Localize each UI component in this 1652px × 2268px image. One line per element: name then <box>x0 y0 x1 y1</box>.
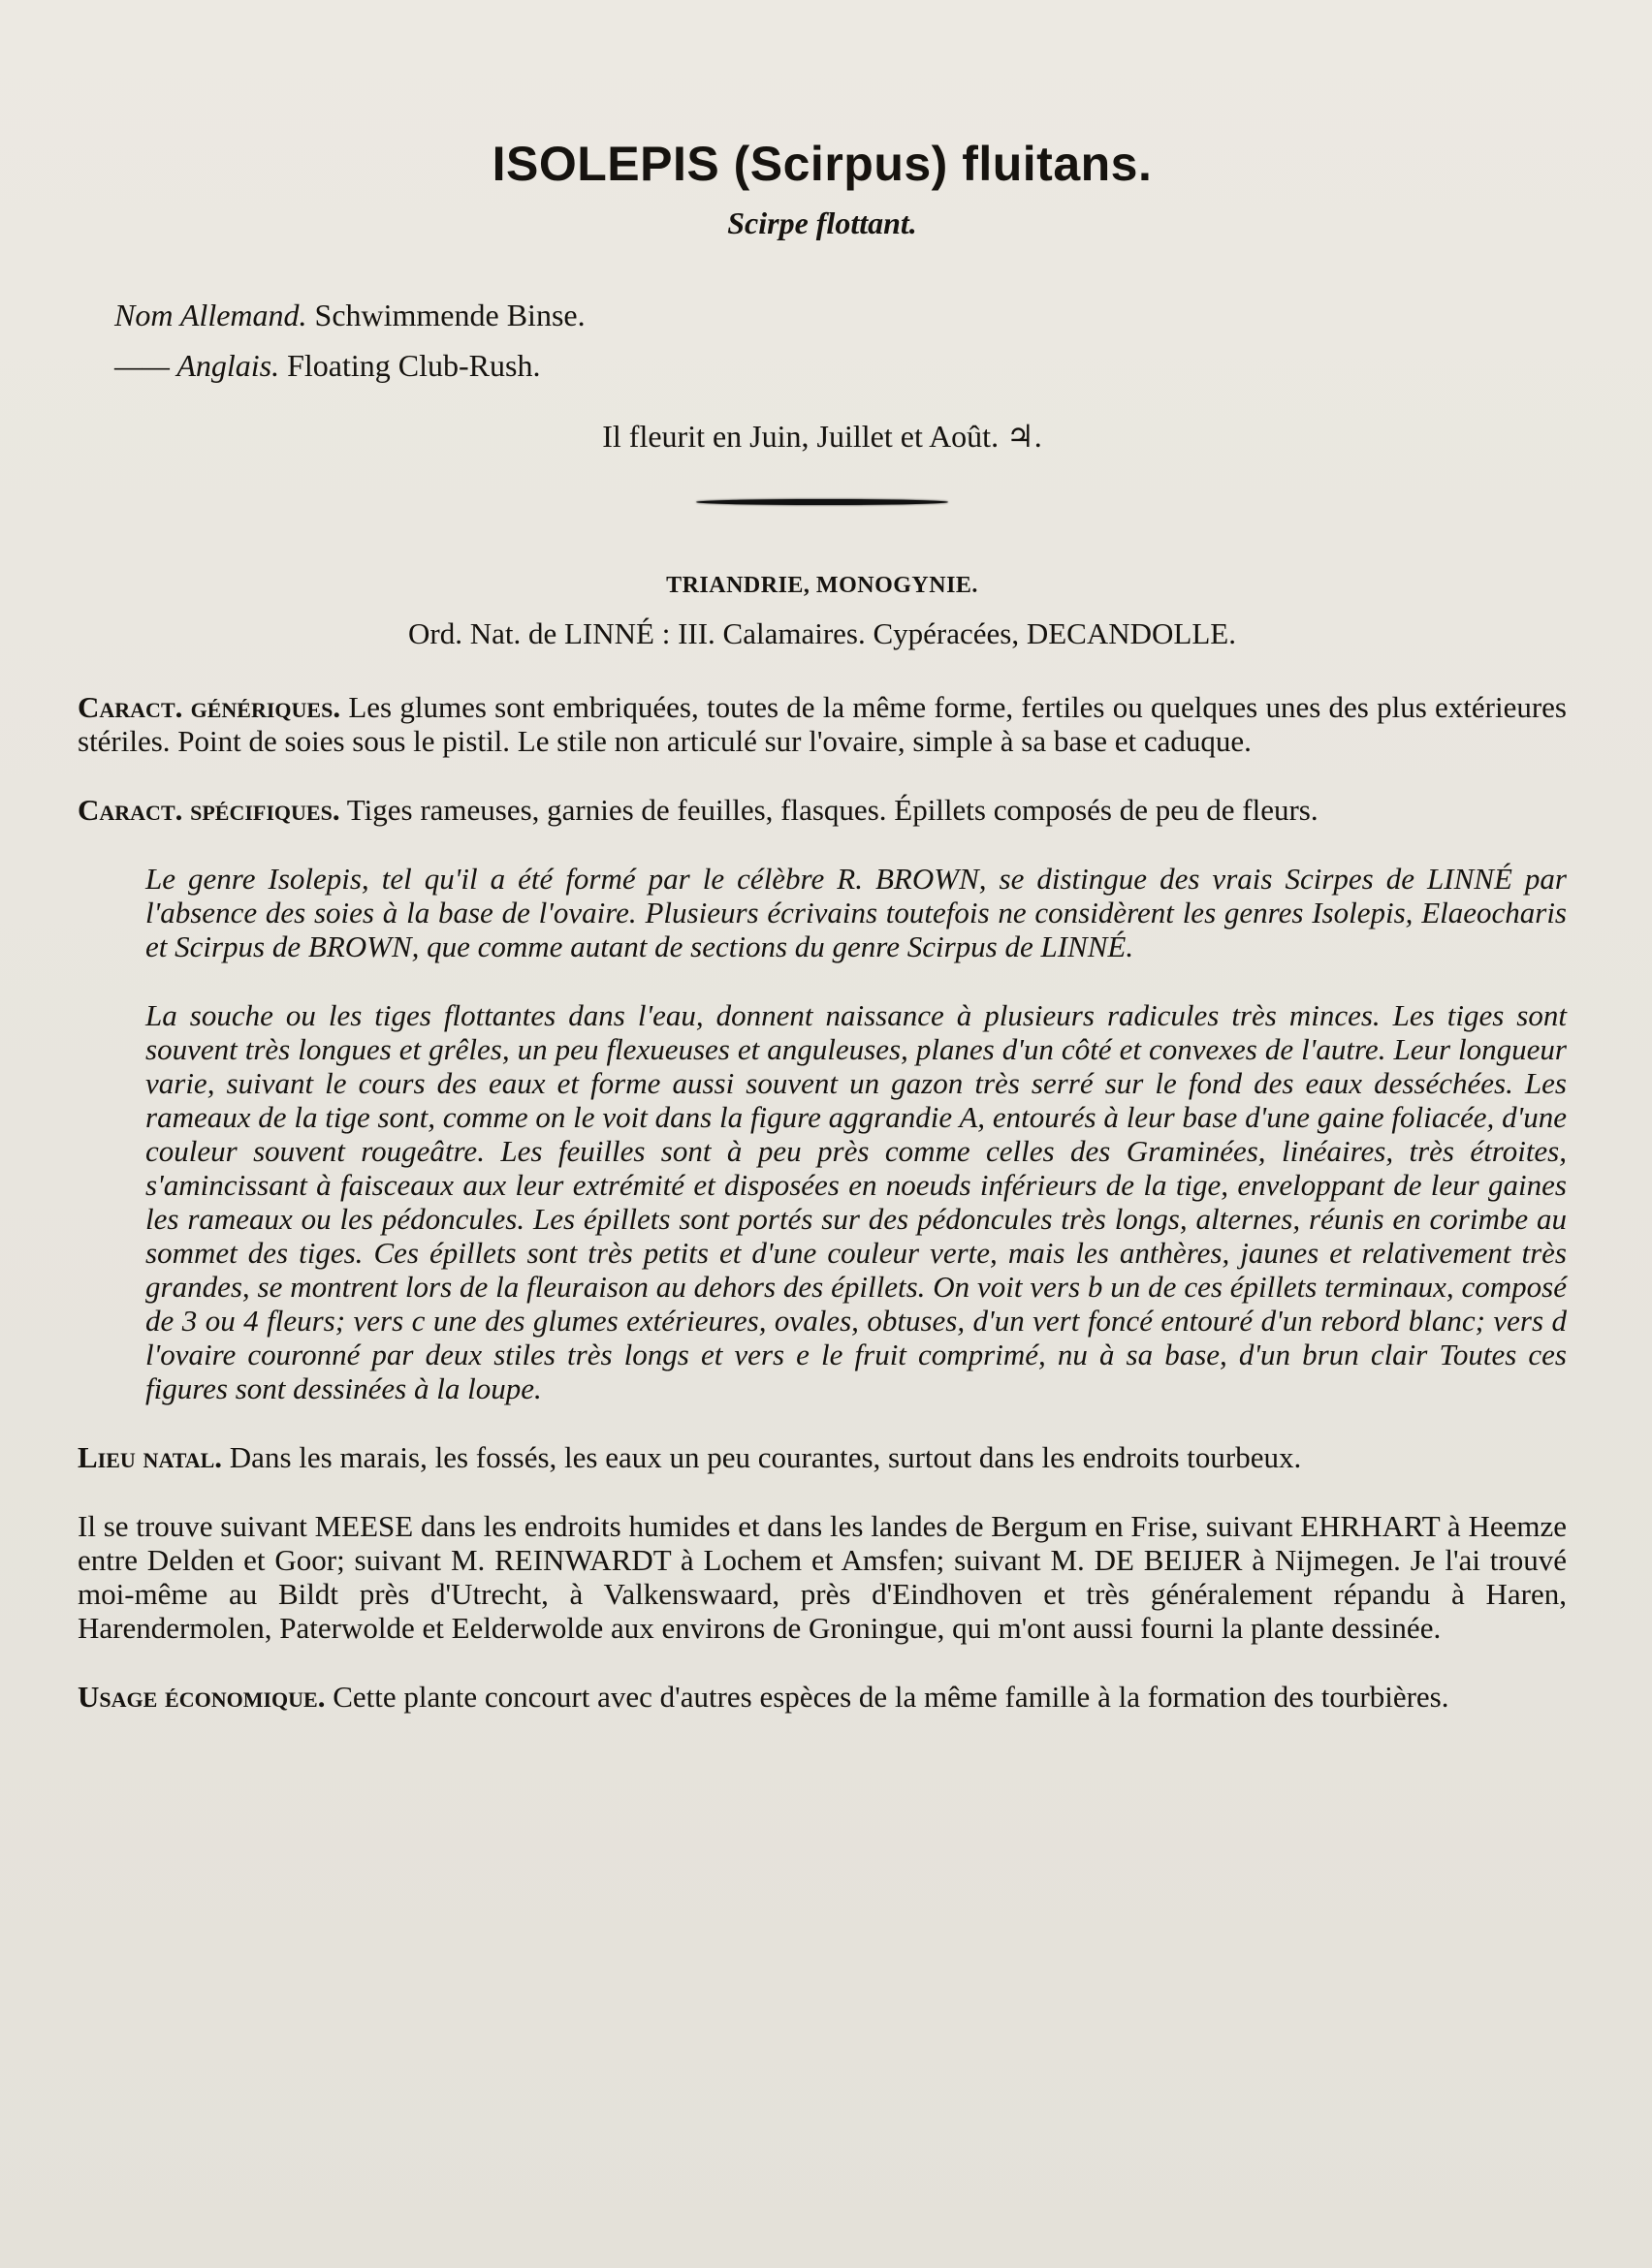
page-title: ISOLEPIS (Scirpus) fluitans. <box>492 137 1153 191</box>
specific-characters <box>78 793 1567 827</box>
section-text: Tiges rameuses, garnies de feuilles, flasques. Épillets composés de peu de fleurs. <box>346 793 1318 827</box>
genus-note: Le genre Isolepis, tel qu'il a été formé par le célèbre R. BROWN, se distingue des vrais Scirpes de LINNÉ par l'absence des soies à la base de l'ovaire. Plusieurs écrivains toutefois ne considèrent les genres Isolepis, Elaeocharis et Scirpus de BROWN, que comme autant de sections du genre Scirpus de LINNÉ. <box>145 862 1567 963</box>
divider <box>696 499 948 505</box>
locations: Il se trouve suivant MEESE dans les endroits humides et dans les landes de Bergum en Frise, suivant EHRHART à Heemze entre Delden et Goor; suivant M. REINWARDT à Lochem et Amsfen; suivant M. DE BEIJER à Nijmegen. Je l'ai trouvé moi-même au Bildt près d'Utrecht, à Valkenswaard, près d'Eindhoven et très généralement répandu à Haren, Harendermolen, Paterwolde et Eelderwolde aux environs de Groningue, qui m'ont aussi fourni la plante dessinée. <box>78 1509 1567 1645</box>
natural-order: Ord. Nat. de LINNÉ : III. Calamaires. Cypéracées, DECANDOLLE. <box>408 616 1236 650</box>
economic-usage <box>78 1680 1567 1714</box>
name-lang: Nom Allemand. <box>114 298 307 332</box>
linnaean-class: TRIANDRIE, MONOGYNIE. <box>666 573 978 598</box>
habitat <box>78 1440 1567 1474</box>
name-german <box>114 290 1567 340</box>
section-lead: Lieu natal. <box>78 1440 223 1474</box>
generic-characters <box>78 690 1567 758</box>
name-lang: —— Anglais. <box>114 348 280 383</box>
common-names <box>114 290 1567 391</box>
section-text: Dans les marais, les fossés, les eaux un peu courantes, surtout dans les endroits tourbeux. <box>229 1440 1302 1474</box>
section-text: Les glumes sont embriquées, toutes de la même forme, fertiles ou quelques unes des plus extérieures stériles. Point de soies sous le pistil. Le stile non articulé sur l'ovaire, simple à sa base et caduque. <box>78 690 1567 758</box>
section-text: Cette plante concourt avec d'autres espèces de la même famille à la formation des tourbières. <box>333 1680 1449 1714</box>
section-lead: Usage économique. <box>78 1680 326 1714</box>
description: La souche ou les tiges flottantes dans l'eau, donnent naissance à plusieurs radicules très minces. Les tiges sont souvent très longues et grêles, un peu flexueuses et anguleuses, planes d'un côté et convexes de l'autre. Leur longueur varie, suivant le cours des eaux et forme aussi souvent un gazon très serré sur le fond des eaux desséchées. Les rameaux de la tige sont, comme on le voit dans la figure aggrandie A, entourés à leur base d'une gaine foliacée, d'une couleur souvent rougeâtre. Les feuilles sont à peu près comme celles des Graminées, linéaires, très étroites, s'amincissant à faisceaux aux leur extrémité et disposées en noeuds inférieurs de la tige, enveloppant de leur gaines les rameaux ou les pédoncules. Les épillets sont portés sur des pédoncules très longs, alternes, réunis en corimbe au sommet des tiges. Ces épillets sont très petits et d'une couleur verte, mais les anthères, jaunes et relativement très grandes, se montrent lors de la fleuraison au dehors des épillets. On voit vers b un de ces épillets terminaux, composé de 3 ou 4 fleurs; vers c une des glumes extérieures, ovales, obtuses, d'un vert foncé entouré d'un rebord blanc; vers d l'ovaire couronné par deux stiles très longs et vers e le fruit comprimé, nu à sa base, d'un brun clair Toutes ces figures sont dessinées à la loupe. <box>145 998 1567 1405</box>
section-lead: Caract. génériques. <box>78 690 341 724</box>
name-value: Schwimmende Binse. <box>314 298 586 332</box>
name-value: Floating Club-Rush. <box>287 348 541 383</box>
flowering-period: Il fleurit en Juin, Juillet et Août. ♃. <box>602 419 1042 454</box>
section-lead: Caract. spécifiques. <box>78 793 340 827</box>
subtitle: Scirpe flottant. <box>727 205 917 240</box>
name-english <box>114 340 1567 391</box>
